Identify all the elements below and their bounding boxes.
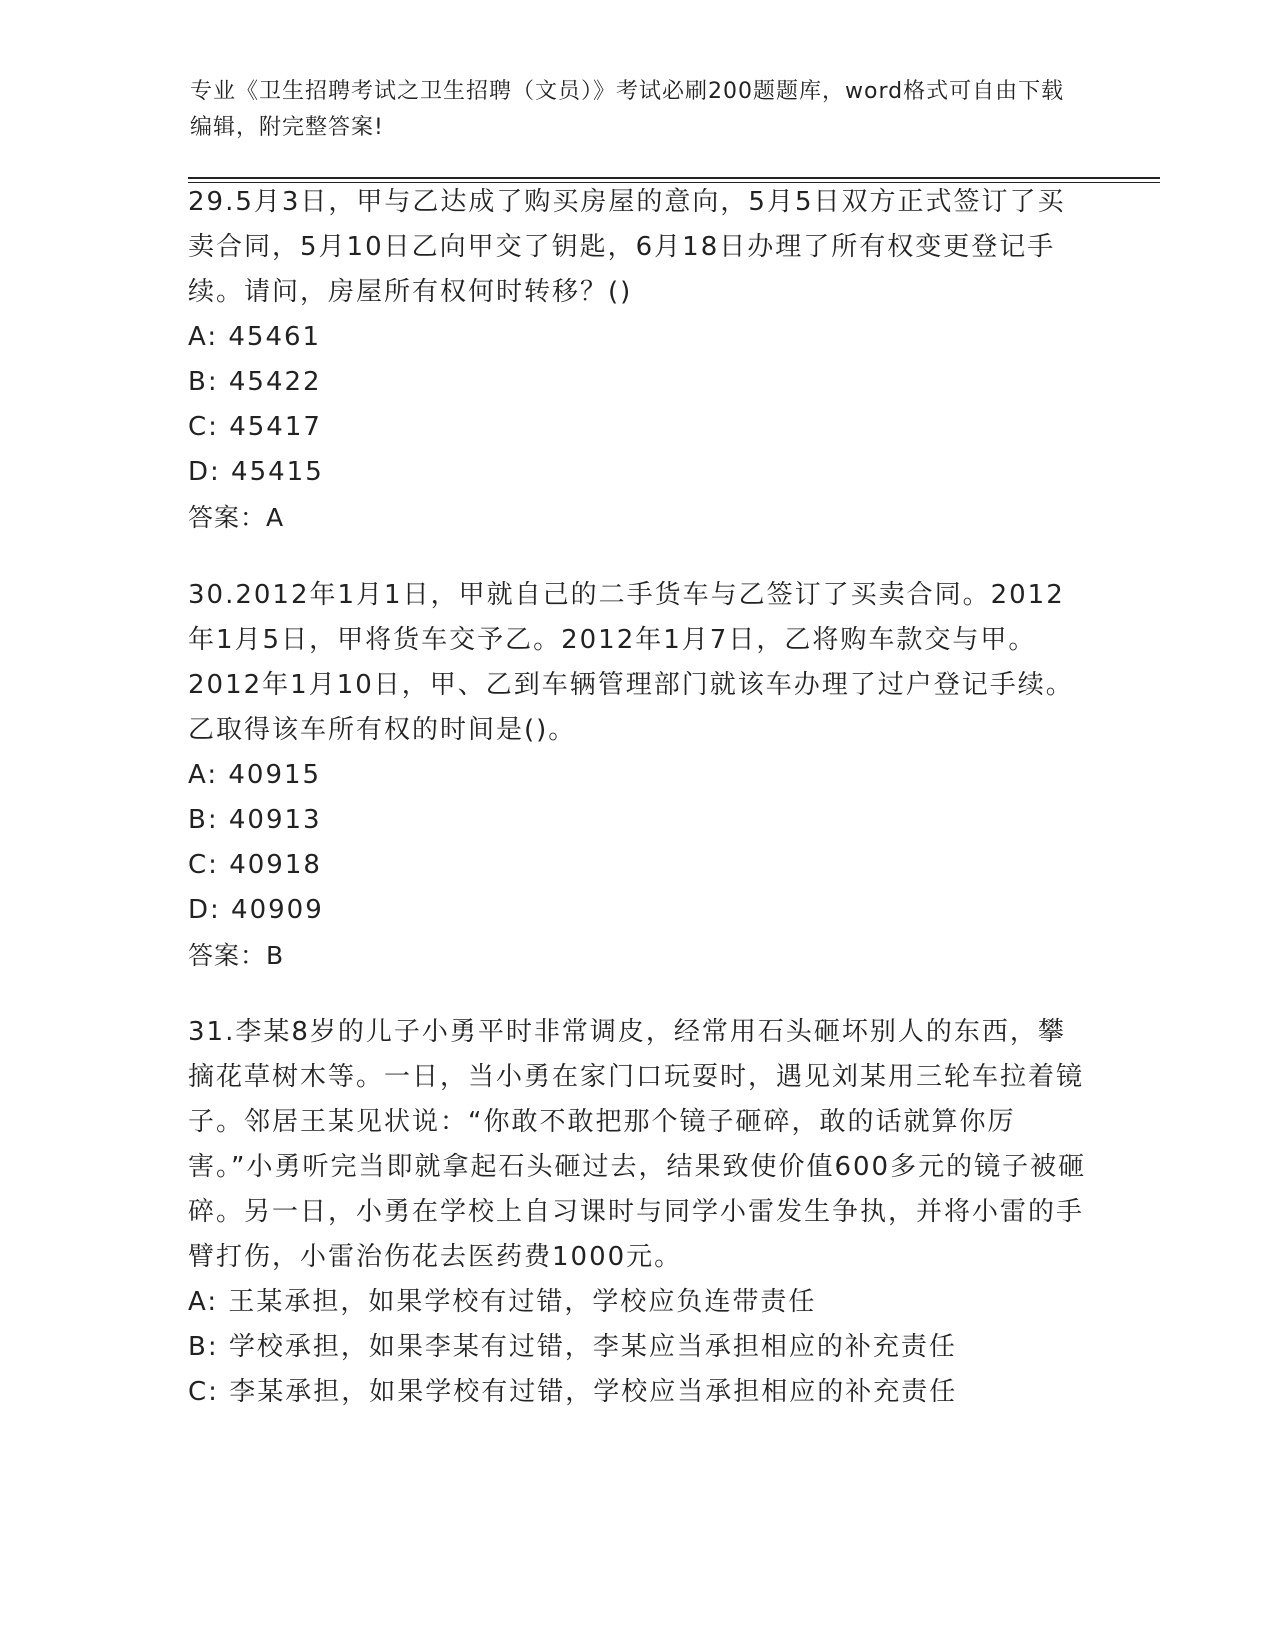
option-label: D:	[188, 895, 221, 925]
option-text: 40913	[228, 805, 322, 835]
option-label: A:	[188, 1287, 219, 1317]
option-b	[188, 360, 1088, 405]
option-text: 40915	[228, 760, 322, 790]
option-text: 40909	[231, 895, 324, 925]
option-label: C:	[188, 850, 219, 880]
option-text: 王某承担，如果学校有过错，学校应负连带责任	[228, 1287, 817, 1317]
option-b	[188, 798, 1088, 843]
option-d	[188, 450, 1088, 495]
answer-label: 答案：	[188, 941, 267, 970]
option-text: 45422	[228, 367, 322, 397]
option-label: B:	[188, 805, 219, 835]
option-text: 45461	[228, 322, 322, 352]
question-29	[188, 180, 1088, 540]
option-label: A:	[188, 322, 219, 352]
option-a	[188, 315, 1088, 360]
option-text: 45415	[231, 457, 324, 487]
answer-value: B	[266, 941, 285, 970]
question-31	[188, 1010, 1088, 1415]
option-label: C:	[188, 1377, 219, 1407]
option-text: 李某承担，如果学校有过错，学校应当承担相应的补充责任	[229, 1377, 958, 1407]
question-30	[188, 573, 1088, 978]
option-c	[188, 843, 1088, 888]
question-stem: 29.5月3日，甲与乙达成了购买房屋的意向，5月5日双方正式签订了买卖合同，5月10日乙向甲交了钥匙，6月18日办理了所有权变更登记手续。请问，房屋所有权何时转移？()	[188, 187, 1066, 307]
option-label: B:	[188, 1332, 219, 1362]
option-text: 学校承担，如果李某有过错，李某应当承担相应的补充责任	[228, 1332, 957, 1362]
option-b	[188, 1325, 1088, 1370]
option-a	[188, 1280, 1088, 1325]
answer-line	[188, 495, 1088, 540]
option-label: C:	[188, 412, 219, 442]
question-stem: 31.李某8岁的儿子小勇平时非常调皮，经常用石头砸坏别人的东西，攀摘花草树木等。一日，当小勇在家门口玩耍时，遇见刘某用三轮车拉着镜子。邻居王某见状说：“你敢不敢把那个镜子砸碎，敢的话就算你厉害。”小勇听完当即就拿起石头砸过去，结果致使价值600多元的镜子被砸碎。另一日，小勇在学校上自习课时与同学小雷发生争执，并将小雷的手臂打伤，小雷治伤花去医药费1000元。	[188, 1017, 1087, 1272]
answer-label: 答案：	[188, 503, 267, 532]
option-c	[188, 1370, 1088, 1415]
document-header	[190, 74, 1070, 146]
option-label: D:	[188, 457, 221, 487]
answer-value: A	[266, 503, 285, 532]
question-stem: 30.2012年1月1日，甲就自己的二手货车与乙签订了买卖合同。2012年1月5日，甲将货车交予乙。2012年1月7日，乙将购车款交与甲。2012年1月10日，甲、乙到车辆管理部门就该车办理了过户登记手续。乙取得该车所有权的时间是()。	[188, 580, 1074, 745]
option-label: B:	[188, 367, 219, 397]
option-c	[188, 405, 1088, 450]
option-label: A:	[188, 760, 219, 790]
header-title: 专业《卫生招聘考试之卫生招聘（文员）》考试必刷200题题库，word格式可自由下载编辑，附完整答案!	[190, 79, 1065, 140]
header-divider-thick	[188, 177, 1160, 179]
option-text: 40918	[229, 850, 322, 880]
answer-line	[188, 933, 1088, 978]
option-text: 45417	[229, 412, 322, 442]
option-a	[188, 753, 1088, 798]
option-d	[188, 888, 1088, 933]
